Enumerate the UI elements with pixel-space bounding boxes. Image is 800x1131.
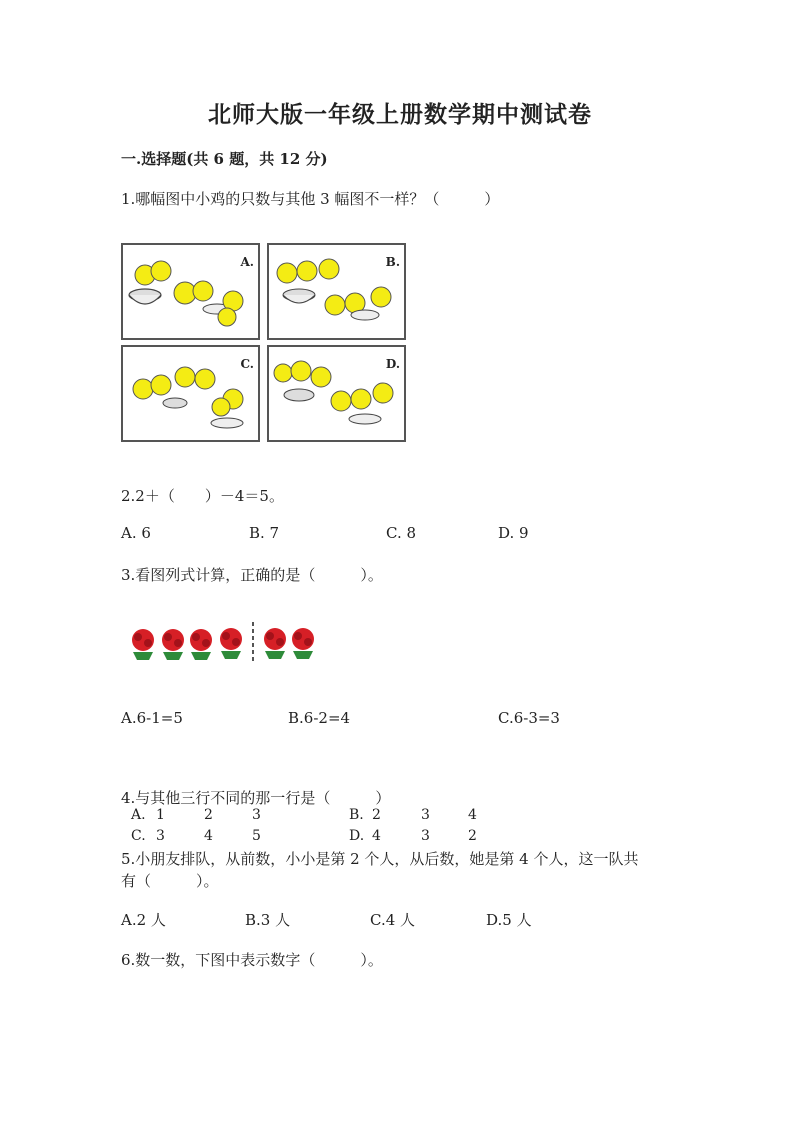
panel-label: D. — [385, 357, 400, 371]
q5-option-c[interactable]: C.4 人 — [370, 911, 416, 929]
option-number: 3 — [156, 828, 165, 844]
q5-option-d[interactable]: D.5 人 — [486, 911, 532, 929]
flower-illustration — [121, 618, 326, 666]
chick-illustration — [269, 245, 404, 338]
chick-picture-grid — [121, 243, 406, 441]
option-number: 3 — [252, 807, 261, 823]
panel-label: B. — [385, 255, 400, 269]
option-number: 3 — [421, 807, 430, 823]
option-number: 3 — [421, 828, 430, 844]
option-number: 2 — [204, 807, 213, 823]
q4-option-d[interactable] — [349, 828, 477, 844]
panel-label: A. — [240, 255, 254, 269]
option-label: B. — [349, 807, 364, 823]
flower-icon — [220, 628, 242, 659]
chick-panel-c — [121, 345, 260, 442]
option-number: 4 — [372, 828, 381, 844]
q2-option-c[interactable]: C. 8 — [386, 524, 417, 542]
option-label: A. — [131, 807, 146, 823]
chick-illustration — [123, 245, 258, 338]
question-1-text: 1.哪幅图中小鸡的只数与其他 3 幅图不一样？（ ） — [121, 190, 500, 208]
flower-picture — [121, 618, 326, 666]
page-title: 北师大版一年级上册数学期中测试卷 — [208, 101, 592, 128]
flower-icon — [264, 628, 286, 659]
question-5-text-line-2: 有（ ）。 — [121, 872, 219, 890]
question-6-text: 6.数一数，下图中表示数字（ ）。 — [121, 951, 383, 969]
chick-panel-a — [121, 243, 260, 340]
q4-option-b[interactable] — [349, 807, 477, 823]
chick-panel-d — [267, 345, 406, 442]
q5-option-b[interactable]: B.3 人 — [245, 911, 291, 929]
q3-option-b[interactable]: B.6-2=4 — [288, 709, 351, 727]
q3-option-a[interactable]: A.6-1=5 — [121, 709, 183, 727]
question-2-text: 2.2＋（ ）－4＝5。 — [121, 487, 284, 505]
flower-icon — [162, 629, 184, 660]
flower-icon — [132, 629, 154, 660]
option-number: 2 — [372, 807, 381, 823]
question-3-text: 3.看图列式计算，正确的是（ ）。 — [121, 566, 383, 584]
option-number: 4 — [468, 807, 477, 823]
option-label: D. — [349, 828, 365, 844]
q2-option-a[interactable]: A. 6 — [121, 524, 151, 542]
option-number: 2 — [468, 828, 477, 844]
q2-option-b[interactable]: B. 7 — [249, 524, 280, 542]
option-number: 5 — [252, 828, 261, 844]
option-number: 4 — [204, 828, 213, 844]
option-label: C. — [131, 828, 146, 844]
panel-label: C. — [240, 357, 254, 371]
flower-icon — [292, 628, 314, 659]
option-number: 1 — [156, 807, 165, 823]
q4-option-c[interactable] — [131, 828, 261, 844]
q2-option-d[interactable]: D. 9 — [498, 524, 529, 542]
q4-option-a[interactable] — [131, 807, 261, 823]
chick-illustration — [123, 347, 258, 440]
question-4-text: 4.与其他三行不同的那一行是（ ） — [121, 789, 391, 807]
q5-option-a[interactable]: A.2 人 — [121, 911, 166, 929]
section-heading: 一.选择题(共 6 题，共 12 分) — [121, 150, 328, 168]
q3-option-c[interactable]: C.6-3=3 — [498, 709, 560, 727]
flower-icon — [190, 629, 212, 660]
chick-panel-b — [267, 243, 406, 340]
question-5-text-line-1: 5.小朋友排队，从前数，小小是第 2 个人，从后数，她是第 4 个人，这一队共 — [121, 850, 639, 868]
chick-illustration — [269, 347, 404, 440]
